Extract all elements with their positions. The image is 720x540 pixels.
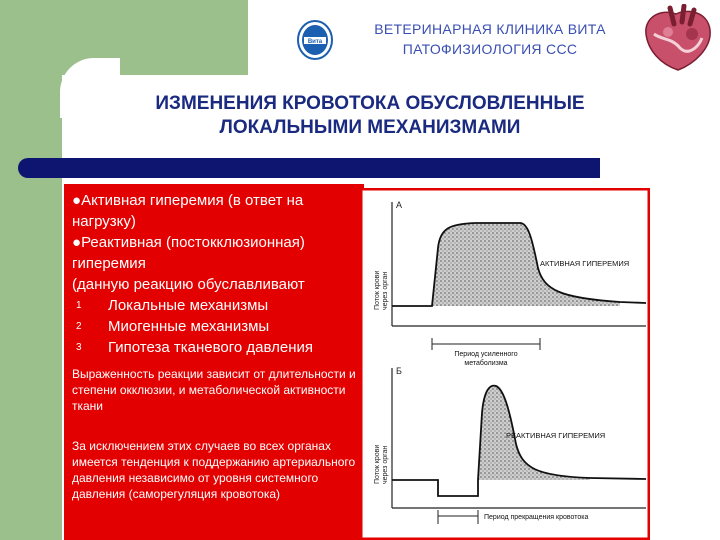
title-divider (18, 158, 600, 178)
content-panel (64, 184, 364, 540)
top-green-band (0, 0, 248, 75)
page-title (70, 92, 670, 140)
panel-b-label: Б (396, 366, 402, 376)
left-green-band (0, 0, 62, 540)
panel-a-ylabel-1: Поток крови (374, 270, 381, 310)
logo-text: Вита (307, 39, 323, 45)
clinic-logo-icon (296, 20, 334, 60)
bullet-dot-icon: ● (72, 192, 82, 209)
period-b-label: Период прекращения кровотока (484, 514, 589, 521)
list-item: 3 Гипотеза тканевого давления (76, 339, 314, 356)
header-line-2: ПАТОФИЗИОЛОГИЯ ССС (402, 41, 578, 57)
list-item: 2 Миогенные механизмы (76, 318, 270, 335)
panel-a-ylabel-2: через орган (382, 271, 389, 310)
panel-a-label: А (396, 200, 403, 210)
period-a-label-2: метаболизма (464, 360, 508, 367)
active-hyperemia-label: АКТИВНАЯ ГИПЕРЕМИЯ (540, 259, 630, 268)
bullet-active-hyperemia: ●Активная гиперемия (в ответ на нагрузку) (72, 192, 304, 230)
panel-b-ylabel-1: Поток крови (374, 444, 381, 484)
panel-b-ylabel-2: через орган (382, 445, 389, 484)
bullet-reactive-hyperemia: ●Реактивная (постокклюзионная) гиперемия (72, 234, 305, 272)
mechanisms-subtitle: (данную реакцию обуславливают (72, 276, 305, 293)
header-line-1: ВЕТЕРИНАРНАЯ КЛИНИКА ВИТА (374, 21, 606, 37)
note-autoregulation: За исключением этих случаев во всех органах имеется тенденция к поддержанию артериального давления независимо от уровня системного давления (саморегуляция кровотока) (72, 439, 356, 501)
header (340, 19, 640, 59)
heart-illustration-icon (636, 4, 720, 74)
period-a-label-1: Период усиленного (454, 351, 518, 358)
list-item: 1 Локальные механизмы (76, 297, 269, 314)
note-reaction-severity: Выраженность реакции зависит от длительности и степени окклюзии, и метаболической активности ткани (72, 367, 356, 413)
title-line-1: ИЗМЕНЕНИЯ КРОВОТОКА ОБУСЛОВЛЕННЫЕ (155, 93, 585, 114)
bullet-dot-icon: ● (72, 234, 82, 251)
title-line-2: ЛОКАЛЬНЫМИ МЕХАНИЗМАМИ (219, 117, 521, 138)
reactive-hyperemia-label: РЕАКТИВНАЯ ГИПЕРЕМИЯ (506, 431, 606, 440)
blood-flow-figure (360, 188, 650, 540)
